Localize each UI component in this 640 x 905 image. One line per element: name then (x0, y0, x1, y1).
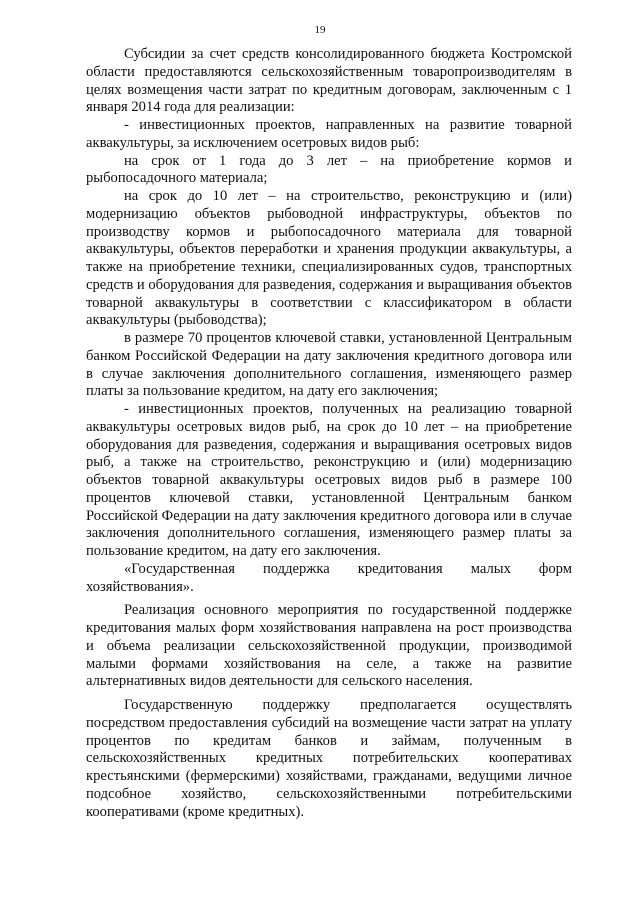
paragraph: Государственную поддержку предполагается осуществлять посредством предоставления субсидий на возмещение части затрат на уплату процентов по кредитам банков и займам, полученным в сельскохозяйственных кредитных потребительских кооперативах крестьянскими (фермерскими) хозяйствами, гражданами, ведущими личное подсобное хозяйство, сельскохозяйственными потребительскими кооперативами (кроме кредитных). (86, 697, 572, 820)
paragraph: на срок от 1 года до 3 лет – на приобретение кормов и рыбопосадочного материала; (86, 152, 572, 187)
paragraph: Реализация основного мероприятия по государственной поддержке кредитования малых форм хозяйствования направлена на рост производства и объема реализации сельскохозяйственной продукции, производимой малыми формами хозяйствования на селе, а также на развитие альтернативных видов деятельности для сельского населения. (86, 602, 572, 690)
page-number: 19 (314, 24, 326, 36)
paragraph: - инвестиционных проектов, полученных на реализацию товарной аквакультуры осетровых видов рыб, на срок до 10 лет – на приобретение оборудования для разведения, содержания и выращивания осетровых видов рыб, а также на строительство, реконструкцию и (или) модернизацию объектов товарной аквакультуры осетровых видов рыб в размере 100 процентов ключевой ставки, установленной Центральным банком Российской Федерации на дату заключения кредитного договора или в случае заключения дополнительного соглашения, изменяющего размер платы за пользование кредитом, на дату его заключения. (86, 401, 572, 559)
document-body (86, 46, 572, 821)
paragraph: «Государственная поддержка кредитования малых форм хозяйствования». (86, 560, 572, 595)
paragraph: в размере 70 процентов ключевой ставки, установленной Центральным банком Российской Федерации на дату заключения кредитного договора или в случае заключения дополнительного соглашения, изменяющего размер платы за пользование кредитом, на дату его заключения; (86, 330, 572, 400)
paragraph: - инвестиционных проектов, направленных на развитие товарной аквакультуры, за исключением осетровых видов рыб: (86, 117, 572, 151)
paragraph: на срок до 10 лет – на строительство, реконструкцию и (или) модернизацию объектов рыбоводной инфраструктуры, объектов по производству кормов и рыбопосадочного материала для товарной аквакультуры, объектов переработки и хранения продукции аквакультуры, а также на приобретение техники, специализированных судов, транспортных средств и оборудования для разведения, содержания и выращивания объектов товарной аквакультуры в соответствии с классификатором в области аквакультуры (рыбоводства); (86, 188, 572, 329)
paragraph: Субсидии за счет средств консолидированного бюджета Костромской области предоставляются сельскохозяйственным товаропроизводителям в целях возмещения части затрат по кредитным договорам, заключенным с 1 января 2014 года для реализации: (86, 46, 572, 116)
